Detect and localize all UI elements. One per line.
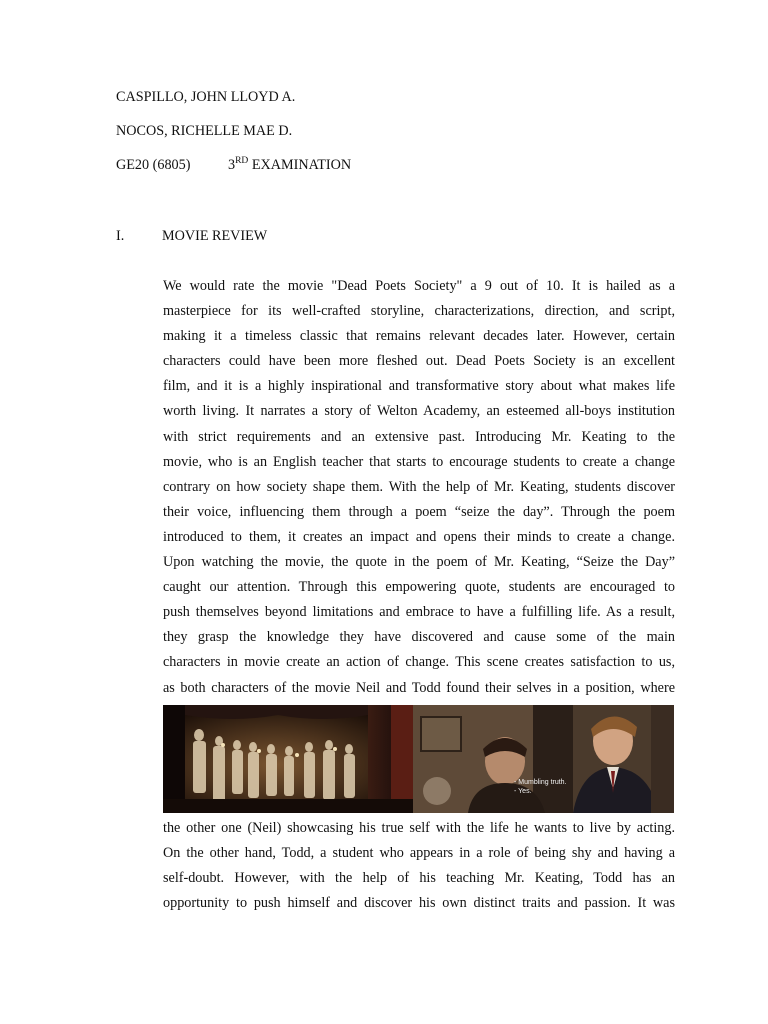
exam-label: EXAMINATION [251,157,352,173]
paragraph-line: We would rate the movie "Dead Poets Society" a 9 out of 10. It is hailed as a [163,278,675,294]
paragraph-line: characters in movie create an action of change. This scene creates satisfaction to us, [163,654,675,671]
paragraph-line: with strict requirements and an extensive past. Introducing Mr. Keating to the [163,428,675,445]
course-exam-line [116,156,351,174]
film-stills-image [163,705,674,813]
classroom-scene-illustration [413,705,674,813]
section-heading [116,227,267,245]
author-name-2: NOCOS, RICHELLE MAE D. [116,123,293,139]
paragraph-line: self-doubt. However, with the help of his teaching Mr. Keating, Todd has an [163,870,675,887]
film-still-play-scene [163,705,413,813]
review-paragraph-top [163,274,675,701]
paragraph-line: they grasp the knowledge they have discovered and cause some of the main [163,629,675,646]
paragraph-line: On the other hand, Todd, a student who appears in a role of being shy and having a [163,845,675,862]
paragraph-line: push themselves beyond limitations and embrace to have a fulfilling life. As a result, [163,604,675,621]
paragraph-line: introduced to them, it creates an impact and opens their minds to create a change. [163,528,675,545]
paragraph-line: movie, who is an English teacher that starts to encourage students to create a change [163,453,675,470]
subtitle-line-1: - Mumbling truth. [514,779,567,786]
subtitle-line-2: - Yes. [514,788,532,795]
paragraph-line: worth living. It narrates a story of Welton Academy, an esteemed all-boys institution [163,403,675,420]
paragraph-line: characters could have been more fleshed out. Dead Poets Society is an excellent [163,353,675,370]
course-code: GE20 (6805) [116,157,191,173]
paragraph-line: the other one (Neil) showcasing his true self with the life he wants to live by acting. [163,820,675,836]
play-scene-illustration [163,705,413,813]
paragraph-line: film, and it is a highly inspirational and transformative story about what makes life [163,378,675,395]
paragraph-line: masterpiece for its well-crafted storyline, characterizations, direction, and script, [163,303,675,320]
paragraph-line: as both characters of the movie Neil and Todd found their selves in a position, where [163,679,675,696]
exam-ordinal-suffix: RD [235,156,249,166]
section-title: MOVIE REVIEW [162,228,268,244]
paragraph-line: making it a timeless classic that remains relevant decades later. However, certain [163,328,675,345]
review-paragraph-bottom [163,816,675,916]
exam-number [228,157,248,173]
film-subtitle [514,778,567,796]
paragraph-line: opportunity to push himself and discover his own distinct traits and passion. It was [163,895,675,912]
paragraph-line: contrary on how society shape them. With the help of Mr. Keating, students discover [163,478,675,495]
exam-number-digit: 3 [228,157,236,173]
paragraph-line: Upon watching the movie, the quote in the poem of Mr. Keating, “Seize the Day” [163,554,675,571]
paragraph-line: caught our attention. Through this empowering quote, students are encouraged to [163,579,675,596]
film-still-classroom-scene [413,705,674,813]
paragraph-line: their voice, influencing them through a poem “seize the day”. Through the poem [163,503,675,520]
section-number: I. [116,228,125,244]
author-name-1: CASPILLO, JOHN LLOYD A. [116,89,296,105]
